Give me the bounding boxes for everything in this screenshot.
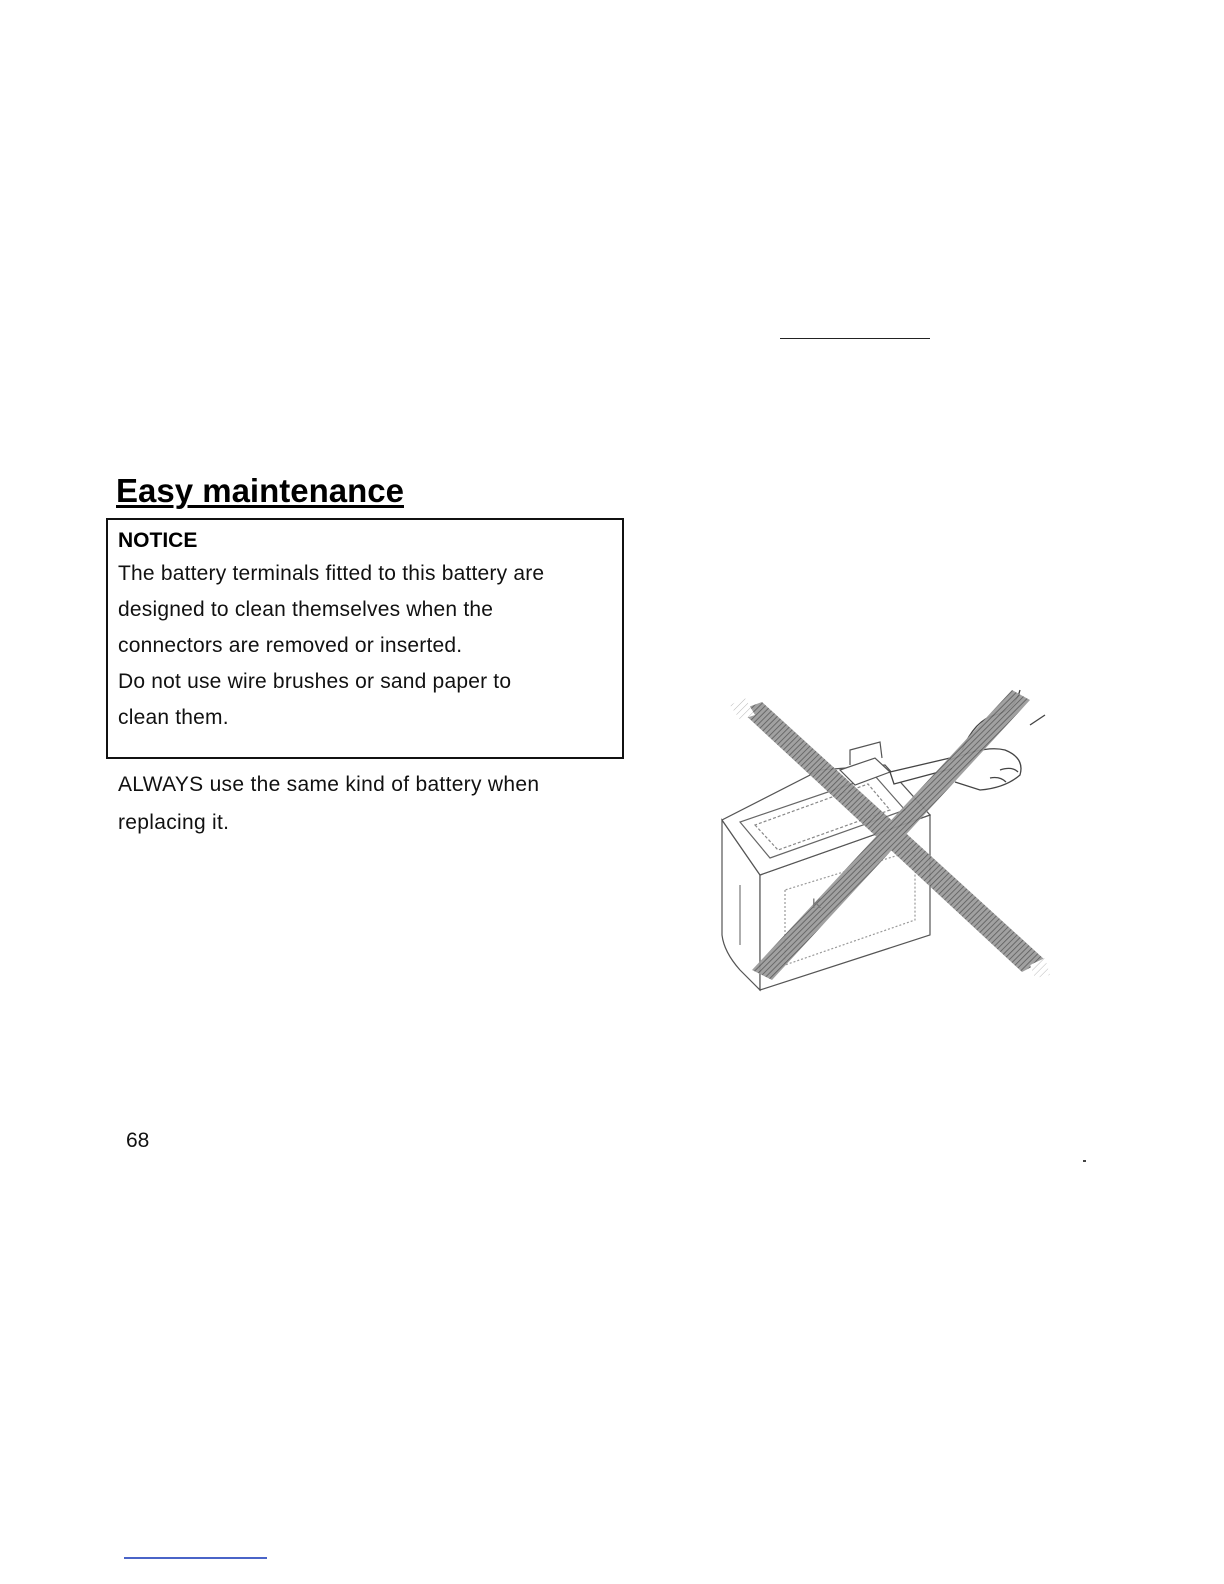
header-rule (780, 338, 930, 339)
notice-line: Do not use wire brushes or sand paper to (118, 670, 512, 693)
battery-label: K (812, 895, 822, 911)
notice-heading: NOTICE (118, 529, 198, 552)
section-title: Easy maintenance (116, 472, 404, 509)
body-paragraph (118, 766, 638, 842)
scan-mark (1083, 1160, 1086, 1162)
notice-line: designed to clean themselves when the (118, 598, 494, 621)
notice-line: clean them. (118, 706, 229, 729)
notice-body (118, 556, 618, 736)
notice-line: connectors are removed or inserted. (118, 634, 463, 657)
notice-box (106, 518, 624, 759)
footer-rule (124, 1557, 267, 1559)
battery-cleaning-prohibited-icon (700, 680, 1060, 1010)
page-number: 68 (126, 1129, 150, 1152)
body-line: replacing it. (118, 811, 230, 834)
notice-line: The battery terminals fitted to this battery are (118, 562, 545, 585)
body-line: ALWAYS use the same kind of battery when (118, 773, 540, 796)
